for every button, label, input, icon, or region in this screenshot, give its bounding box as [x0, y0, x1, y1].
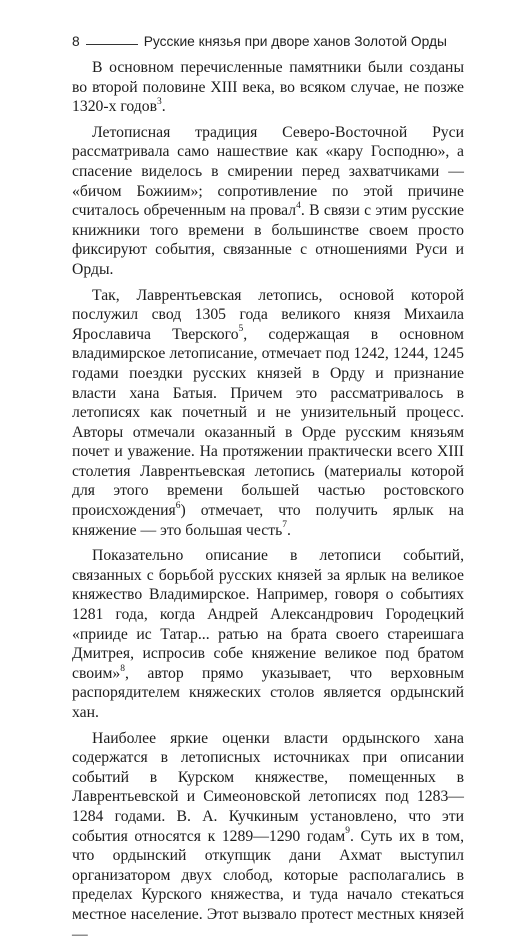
- footnote-ref[interactable]: 7: [282, 520, 288, 531]
- paragraph-text: Показательно описание в летописи событий, связанных с борьбой русских князей за ярлык на великое княжество Владимирское. Например, говоря о событиях 1281 года, когда Андрей Александрович Городецкий «прииде ис Татар... ратью на брата своего стареишага Дмитрея, испросив собе княжение великое под братом своим»: [72, 547, 464, 682]
- paragraph: [72, 729, 464, 945]
- footnote-ref[interactable]: 8: [120, 663, 126, 674]
- paragraph-text: Наиболее яркие оценки власти ордынского хана содержатся в летописных источниках при описании событий в Курском княжестве, помещенных в Лаврентьевской и Симеоновской летописях под 1283—1284 годами. В. А. Кучкиным установлено, что эти события относятся к 1289—1290 годам: [72, 729, 464, 845]
- paragraph: [72, 58, 464, 117]
- paragraph: [72, 286, 464, 541]
- paragraph-text: ) отмечает, что получить ярлык на княжение — это большая честь: [72, 502, 464, 539]
- paragraph-text: , содержащая в основном владимирское летописание, отмечает под 1242, 1244, 1245 годами поездки русских князей в Орду и признание власти хана Батыя. Причем это рассматривалось в летописях как почетный и не унизительный процесс. Авторы отмечали оказанный в Орде русским князьям почет и уважение. На протяжении практически всего XIII столетия Лаврентьевская летопись (материалы которой для этого времени большей частью ростовского происхождения: [72, 325, 464, 520]
- header-rule: [86, 44, 138, 45]
- running-title: Русские князья при дворе ханов Золотой Орды: [143, 34, 447, 49]
- paragraph: [72, 123, 464, 280]
- paragraph-text: В основном перечисленные памятники были созданы во второй половине XIII века, во всяком случае, не позже 1320-х годов: [72, 59, 464, 116]
- body-text: [72, 58, 464, 950]
- page-number: 8: [72, 34, 80, 49]
- paragraph-text: . Суть их в том, что ордынский откупщик дани Ахмат выступил организатором двух слобод, которые располагались в пределах Курского княжества, и туда начало стекаться местное население. Этот вызвало протест местных князей —: [72, 827, 464, 943]
- running-header: [72, 34, 465, 49]
- paragraph-text: . В связи с этим русские книжники того времени в большинстве своем просто фиксируют события, связанные с отношениями Руси и Орды.: [72, 202, 464, 278]
- paragraph-text: , автор прямо указывает, что верховным распорядителем княжеских столов является ордынский хан.: [72, 664, 464, 721]
- paragraph-text: Так, Лаврентьевская летопись, основой которой послужил свод 1305 года великого князя Михаила Ярославича Тверского: [72, 286, 464, 343]
- paragraph-text: Летописная традиция Северо-Восточной Руси рассматривала само нашествие как «кару Господню», а спасение виделось в смирении перед захватчиками — «бичом Божиим»; сопротивление по этой причине считалось обреченным на провал: [72, 123, 464, 220]
- paragraph-text: .: [287, 521, 291, 539]
- footnote-ref[interactable]: 6: [175, 500, 181, 511]
- footnote-ref[interactable]: 3: [157, 96, 162, 107]
- paragraph-text: .: [161, 98, 166, 116]
- footnote-ref[interactable]: 5: [238, 324, 244, 335]
- paragraph: [72, 546, 464, 722]
- footnote-ref[interactable]: 9: [345, 826, 350, 837]
- footnote-ref[interactable]: 4: [296, 200, 301, 211]
